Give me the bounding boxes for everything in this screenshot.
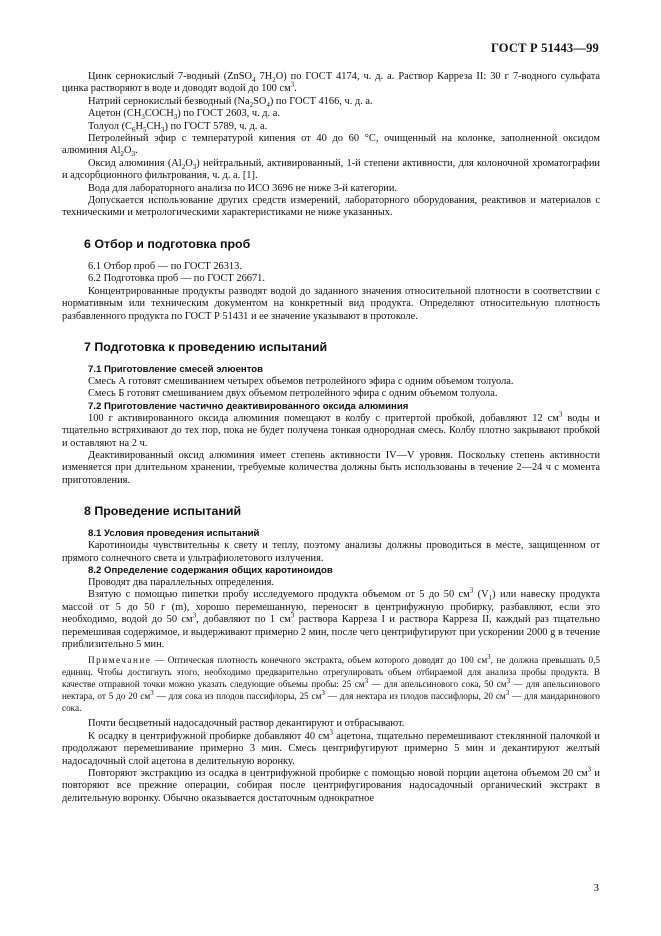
section-6-title: 6 Отбор и подготовка проб <box>84 236 251 251</box>
section-7-title: 7 Подготовка к проведению испытаний <box>84 339 328 354</box>
reagent-sodium-sulfate: Натрий сернокислый безводный $(Na_2SO_4)$ по ГОСТ 4166, ч. д. а. <box>88 95 373 109</box>
reagent-zinc-sulfate: Цинк сернокислый 7-водный (ZnSO$_4$ $7H_2O$) по ГОСТ 4174, ч. д. а. Раствор Карреза II: 30 г 7-водного сульфата цинка растворяют в воде и доводят водой до 100 $см^3$. <box>62 71 601 95</box>
reagent-toluene: Толуол $(C_6H_5CH_3)$ по ГОСТ 5789, ч. д. а. <box>88 120 268 134</box>
page-number: 3 <box>593 882 599 894</box>
subsection-8-1-title: 8.1 Условия проведения испытаний <box>88 528 260 540</box>
alumina-preparation: 100 г активированного оксида алюминия помещают в колбу с притертой пробкой, добавляют 12 $см^3$ воды и тщательно встряхивают до тех пор, пока не будет получена тонкая однородная смесь. Колбу плотно закрывают пробкой и оставляют на 2 ч. <box>62 410 600 449</box>
section-6-2: 6.2 Подготовка проб — по ГОСТ 26671. <box>88 273 265 285</box>
mixture-a: Смесь А готовят смешиванием четырех объемов петролейного эфира с одним объемом толуола. <box>88 375 514 387</box>
acetone-extraction: К осадку в центрифужной пробирке добавляют 40 $см^3$ ацетона, тщательно перемешивают стеклянной палочкой и продолжают перемешивание примерно 3 мин. Смесь центрифугируют примерно 5 мин и декантируют желтый надосадочный слой ацетона в делительную воронку. <box>62 728 600 767</box>
sample-preparation: Взятую с помощью пипетки пробу исследуемого продукта объемом от 5 до 50 $см^3$ $(V_1)$ или навеску продукта массой от 5 до 50 г (m), хорошо перемешанную, переносят в центрифужную пробирку, разбавляют, если это необходимо, водой до 50 $см^3$, добавляют по 1 $см^3$ раствора Карреза I и раствора Карреза II, каждый раз тщательно перемешивая содержимое, и выдерживают примерно 2 мин, после чего центрифугируют при ускорении 2000 g в течение приблизительно 5 мин. <box>62 586 600 650</box>
reagent-aluminium-oxide: Оксид алюминия $(Al_2O_3)$ нейтральный, активированный, 1-й степени активности, для колоночной хроматографии и адсорбционного фильтрования, ч. д. а. [1]. <box>62 157 600 182</box>
note: Примечание — Оптическая плотность конечного экстракта, объем которого доводят до 100 $см^3$, не должна превышать 0,5 единиц. Чтобы достигнуть этого, необходимо предварительно отрегулировать объем отбираемой для анализа пробы продукта. В качестве отправной точки можно указать следующие объемы пробы: 25 $см^3$ — для апельсинового сока, 50 $см^3$ — для апельсинового нектара, от 5 до 20 $см^3$ — для сока из плодов пассифлоры, 25 $см^3$ — для нектара из плодов пассифлоры, 20 $см^3$ — для мандаринового сока. <box>62 653 601 714</box>
note-label: Примечание <box>88 655 152 666</box>
section-8-title: 8 Проведение испытаний <box>84 504 242 519</box>
reagent-water: Вода для лабораторного анализа по ИСО 3696 не ниже 3-й категории. <box>88 182 397 194</box>
reagent-acetone: Ацетон $(CH_3COCH_3)$ по ГОСТ 2603, ч. д. а. <box>88 108 280 122</box>
repeat-extraction: Повторяют экстракцию из осадка в центрифужной пробирке с помощью новой порции ацетона объемом 20 $см^3$ и повторяют все прежние операции, собирая после центрифугирования надосадочный органический экстракт в делительную воронку. Обычно оказывается достаточным однократное <box>62 765 600 804</box>
section-6-paragraph: Концентрированные продукты разводят водой до заданного значения относительной плотности в соответствии с нормативным или техническим документом на конкретный вид продукта. Определяют относительную плотность разбавленного продукта по ГОСТ Р 51431 и ее значение указывают в протоколе. <box>62 285 600 322</box>
subsection-7-2-title: 7.2 Приготовление частично деактивированного оксида алюминия <box>88 400 409 412</box>
subsection-7-1-title: 7.1 Приготовление смесей элюентов <box>88 363 264 375</box>
document-body <box>62 71 600 805</box>
parallel-determinations: Проводят два параллельных определения. <box>88 576 275 588</box>
document-header: ГОСТ Р 51443—99 <box>490 41 599 55</box>
alumina-activity: Деактивированный оксид алюминия имеет степень активности IV—V уровня. Поскольку степень активности изменяется при длительном хранении, требуемые количества должны быть использованы в течение 2—24 ч с момента приготовления. <box>62 449 600 486</box>
reagents-allowance: Допускается использование других средств измерений, лабораторного оборудования, реактивов и материалов с техническими и метрологическими характеристиками не ниже указанных. <box>62 195 600 219</box>
mixture-b: Смесь Б готовят смешиванием двух объемом петролейного эфира с одним объемом толуола. <box>88 388 498 400</box>
test-conditions: Каротиноиды чувствительны к свету и теплу, поэтому анализы должны проводиться в месте, защищенном от прямого солнечного света и ультрафиолетового излучения. <box>62 540 600 564</box>
subsection-8-2-title: 8.2 Определение содержания общих каротиноидов <box>88 564 333 576</box>
reagent-petroleum-ether: Петролейный эфир с температурой кипения от 40 до 60 °С, очищенный на колонке, заполненной оксидом алюминия $Al_2O_3$. <box>62 133 600 159</box>
section-6-1: 6.1 Отбор проб — по ГОСТ 26313. <box>88 260 242 272</box>
decant-supernatant: Почти бесцветный надосадочный раствор декантируют и отбрасывают. <box>88 718 405 730</box>
